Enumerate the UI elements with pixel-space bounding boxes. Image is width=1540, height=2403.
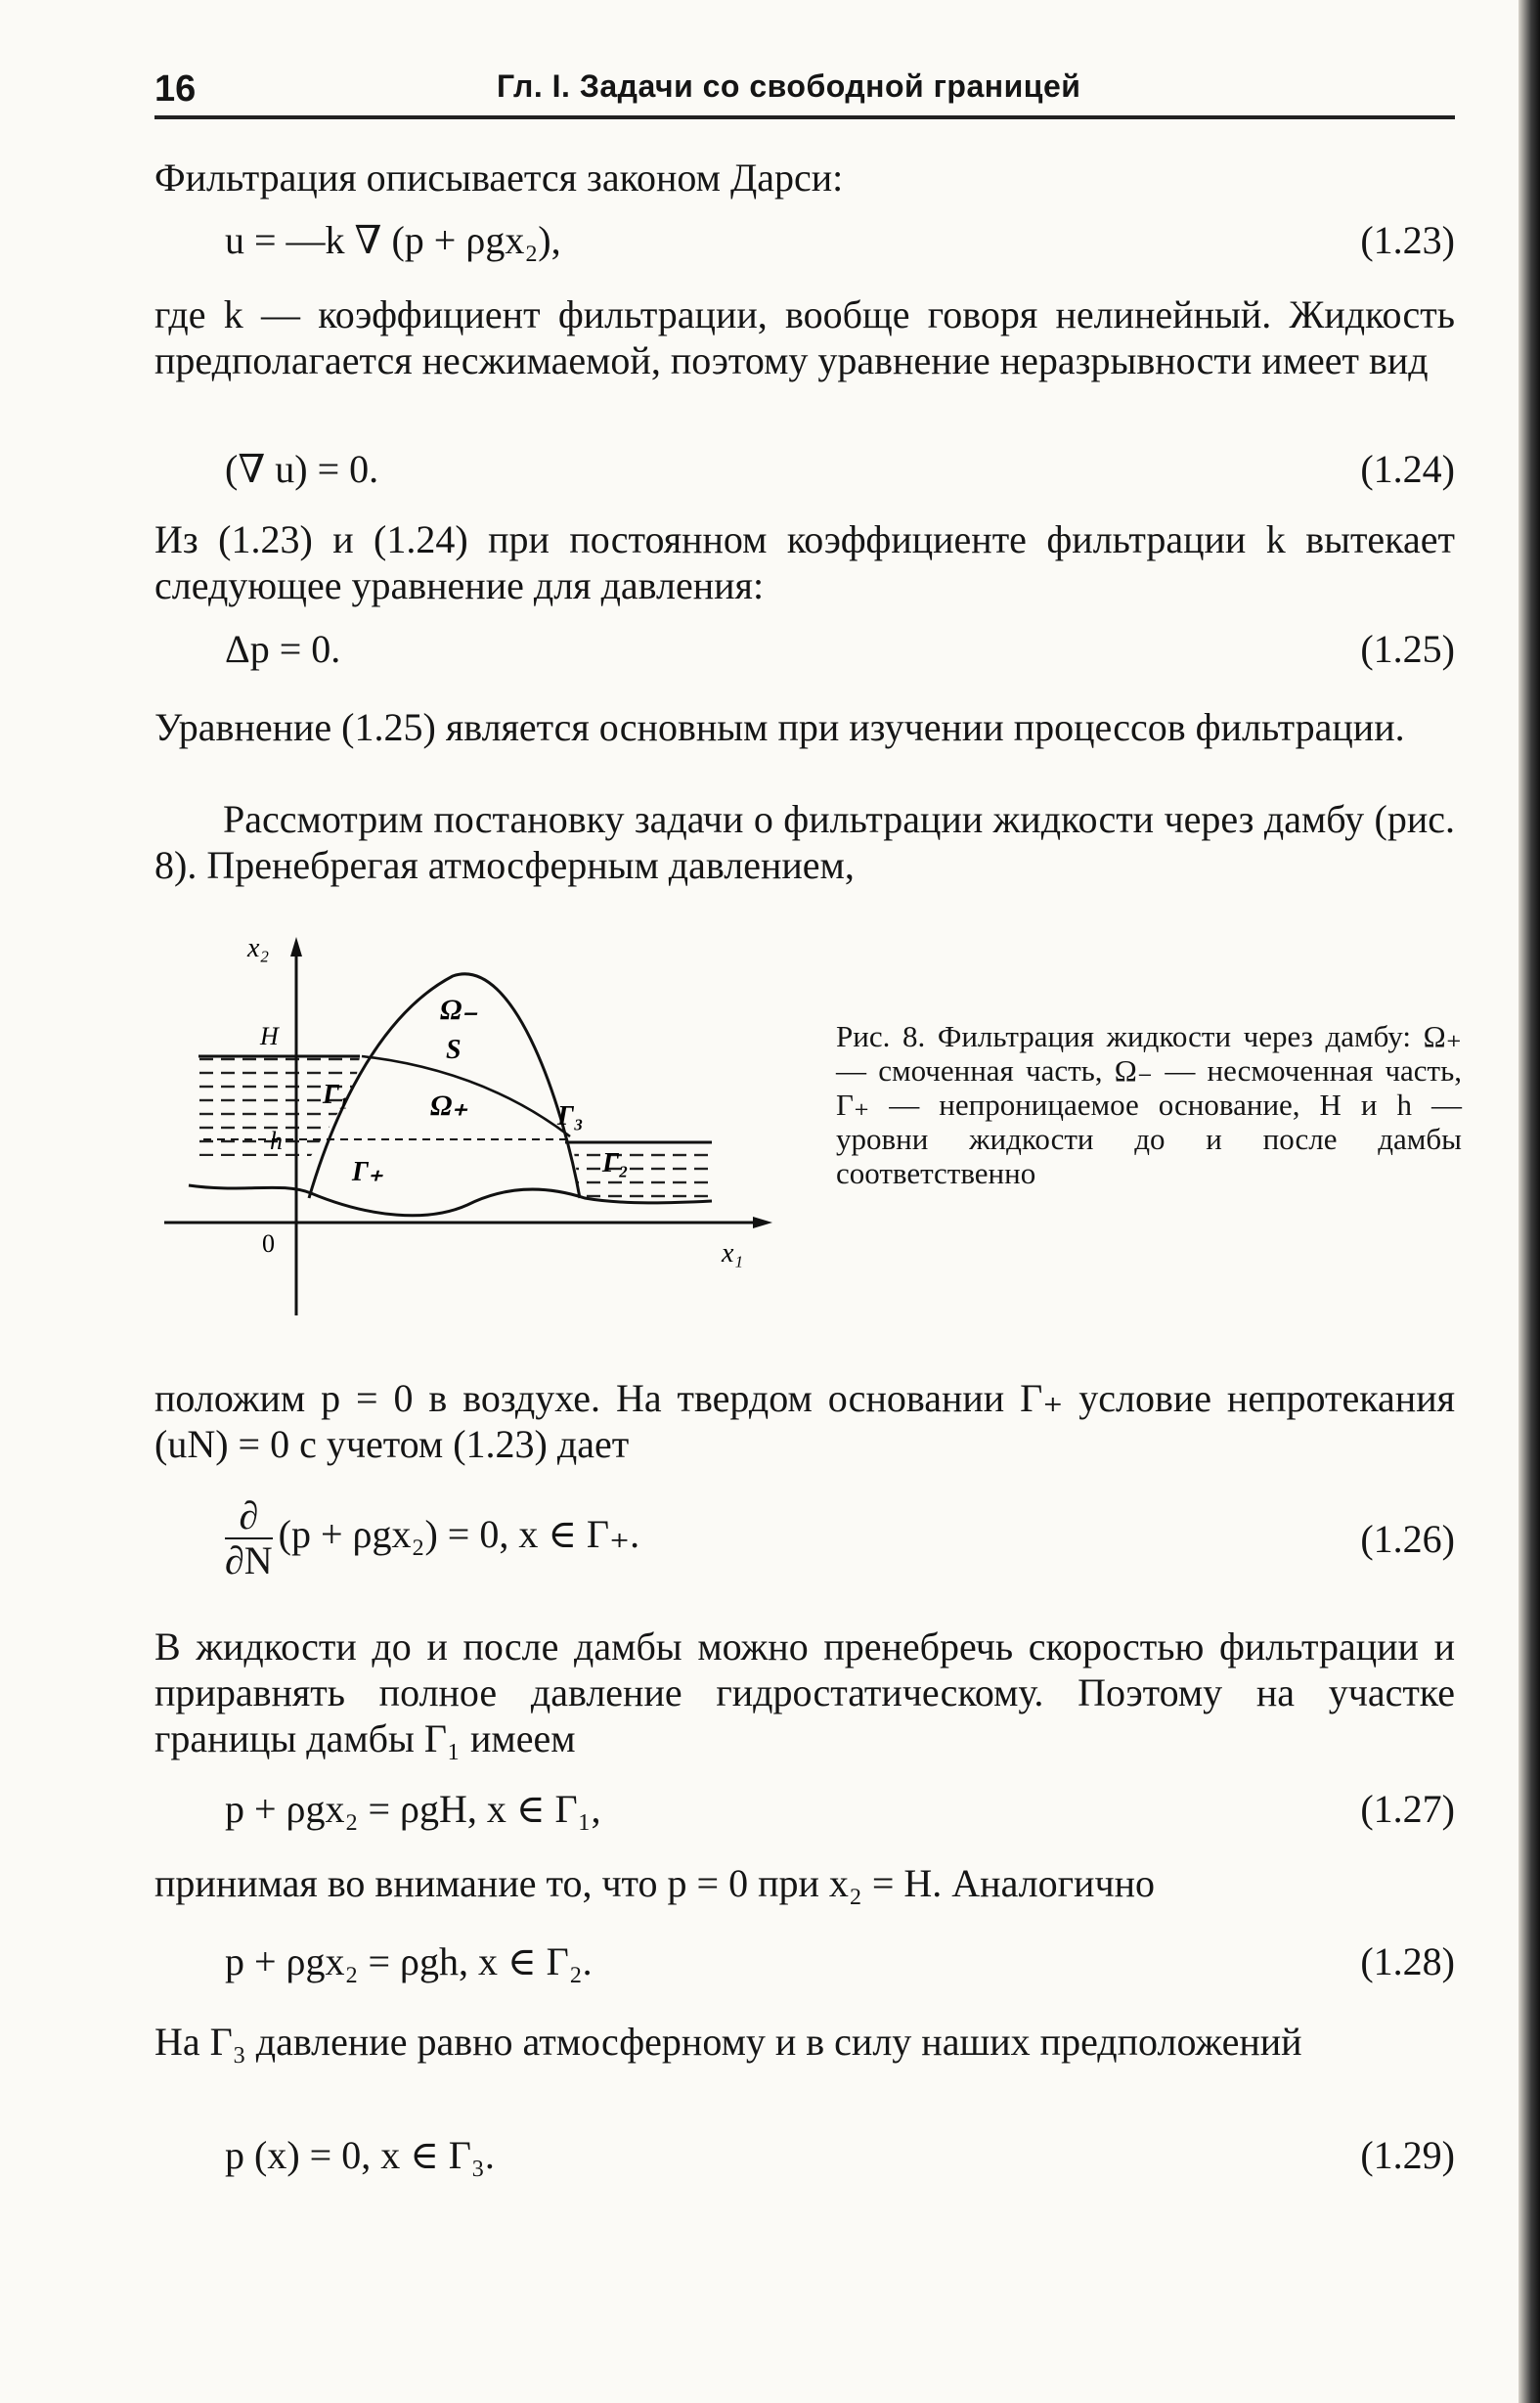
label-zero: 0 bbox=[262, 1229, 275, 1258]
equation-number: (1.25) bbox=[1360, 627, 1455, 671]
label-H: H bbox=[260, 1022, 279, 1050]
label-h: h bbox=[270, 1127, 283, 1155]
equation-expr bbox=[225, 1494, 639, 1582]
paragraph-dam-problem: Рассмотрим постановку задачи о фильтрации жидкости через дамбу (рис. 8). Пренебрегая атмосферным давлением, bbox=[154, 797, 1455, 887]
paragraph-basic-eq: Уравнение (1.25) является основным при изучении процессов фильтрации. bbox=[154, 705, 1405, 749]
label-x1: x₁ bbox=[722, 1238, 744, 1268]
equation-1-28 bbox=[154, 1938, 1455, 1987]
equation-expr: (∇ u) = 0. bbox=[225, 447, 379, 491]
paragraph-air-pressure: положим p = 0 в воздухе. На твердом основании Γ₊ условие непротекания (uN) = 0 с учетом (1.23) дает bbox=[154, 1376, 1455, 1466]
equation-1-24 bbox=[154, 446, 1455, 495]
equation-expr: u = —k ∇ (p + ρgx₂), bbox=[225, 218, 561, 262]
equation-1-29 bbox=[154, 2132, 1455, 2181]
equation-expr: Δp = 0. bbox=[225, 627, 341, 671]
paragraph-pressure-eq: Из (1.23) и (1.24) при постоянном коэффициенте фильтрации k вытекает следующее уравнение для давления: bbox=[154, 517, 1455, 607]
paragraph-darcy-intro: Фильтрация описывается законом Дарси: bbox=[154, 156, 844, 200]
equation-number: (1.27) bbox=[1360, 1787, 1455, 1831]
equation-1-26 bbox=[154, 1494, 1455, 1592]
running-head: Гл. I. Задачи со свободной границей bbox=[497, 68, 1081, 104]
equation-1-27 bbox=[154, 1786, 1455, 1835]
page-header bbox=[154, 61, 1455, 119]
equation-1-25 bbox=[154, 626, 1455, 675]
equation-expr: p (x) = 0, x ∈ Γ₃. bbox=[225, 2133, 495, 2177]
label-omega-plus: Ω₊ bbox=[430, 1090, 468, 1122]
figure-dam-filtration bbox=[154, 929, 780, 1320]
paragraph-hydrostatic: В жидкости до и после дамбы можно пренебречь скоростью фильтрации и приравнять полное давление гидростатическому. Поэтому на участке границы дамбы Γ₁ имеем bbox=[154, 1624, 1455, 1760]
derivative-fraction bbox=[225, 1494, 273, 1582]
page-number: 16 bbox=[154, 68, 197, 110]
paragraph-analogous: принимая во внимание то, что p = 0 при x₂ = H. Аналогично bbox=[154, 1861, 1155, 1905]
page-edge-shadow bbox=[1518, 0, 1540, 2403]
equation-number: (1.24) bbox=[1360, 447, 1455, 491]
equation-1-23 bbox=[154, 217, 1455, 266]
paragraph-filtration-coef: где k — коэффициент фильтрации, вообще говоря нелинейный. Жидкость предполагается несжимаемой, поэтому уравнение неразрывности имеет вид bbox=[154, 292, 1455, 382]
dam-diagram bbox=[154, 929, 780, 1320]
downstream-water bbox=[573, 1144, 712, 1198]
equation-expr: p + ρgx₂ = ρgh, x ∈ Γ₂. bbox=[225, 1939, 593, 1983]
paragraph-gamma3: На Γ₃ давление равно атмосферному и в силу наших предположений bbox=[154, 2020, 1302, 2064]
label-gamma-plus: Γ₊ bbox=[352, 1157, 383, 1187]
equation-rest: (p + ρgx₂) = 0, x ∈ Γ₊. bbox=[278, 1512, 640, 1557]
equation-number: (1.29) bbox=[1360, 2133, 1455, 2177]
label-gamma2: Γ₂ bbox=[602, 1148, 629, 1179]
label-gamma3: Γ₃ bbox=[557, 1101, 584, 1132]
equation-number: (1.26) bbox=[1360, 1517, 1455, 1561]
x2-axis-arrow bbox=[290, 937, 302, 957]
equation-expr: p + ρgx₂ = ρgH, x ∈ Γ₁, bbox=[225, 1787, 601, 1831]
fraction-numerator: ∂ bbox=[225, 1494, 273, 1539]
figure-caption: Рис. 8. Фильтрация жидкости через дамбу: Ω₊ — смоченная часть, Ω₋ — несмоченная часть, Γ₊ — непроницаемое основание, H и h — уровни жидкости до и после дамбы соответственно bbox=[836, 1019, 1462, 1190]
label-S: S bbox=[446, 1035, 462, 1065]
equation-number: (1.28) bbox=[1360, 1939, 1455, 1983]
header-rule bbox=[154, 115, 1455, 119]
label-omega-minus: Ω₋ bbox=[440, 994, 478, 1026]
label-gamma1: Γ₁ bbox=[323, 1080, 349, 1110]
equation-number: (1.23) bbox=[1360, 218, 1455, 262]
fraction-denominator: ∂N bbox=[225, 1538, 273, 1582]
label-x2: x₂ bbox=[247, 933, 270, 963]
x1-axis-arrow bbox=[753, 1217, 772, 1228]
